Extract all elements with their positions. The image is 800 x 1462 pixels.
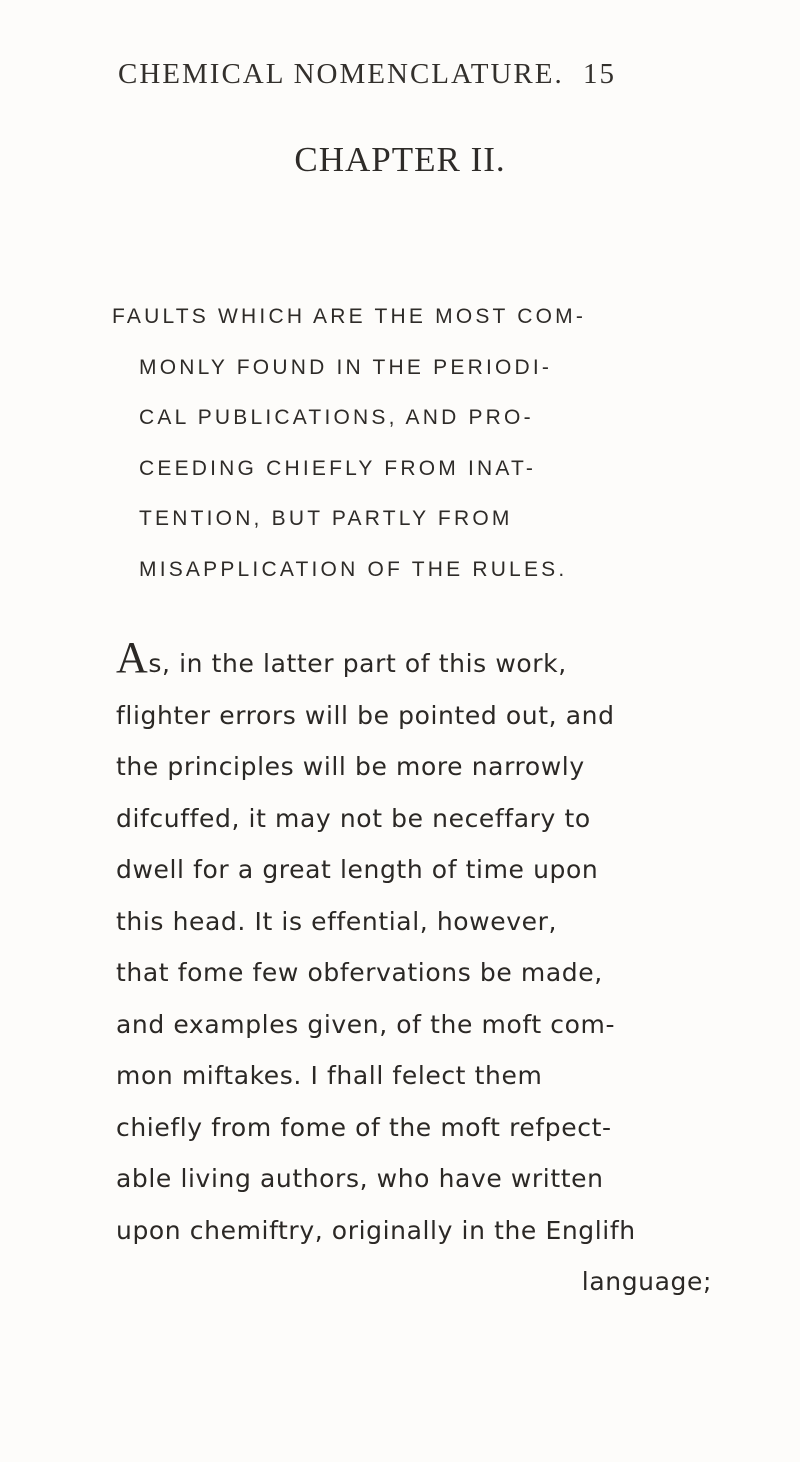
body-line	[116, 633, 716, 690]
body-line: this head. It is effential, however,	[116, 906, 557, 936]
body-line: dwell for a great length of time upon	[116, 855, 599, 884]
body-line: flighter errors will be pointed out, and	[116, 700, 615, 730]
running-title: CHEMICAL NOMENCLATURE.	[118, 58, 564, 90]
summary-line: TENTION, BUT PARTLY FROM	[139, 507, 513, 530]
body-line: difcuffed, it may not be neceffary to	[116, 803, 591, 833]
body-line: that fome few obfervations be made,	[116, 958, 603, 987]
body-line: language;	[581, 1267, 712, 1296]
body-line: the principles will be more narrowly	[116, 752, 585, 781]
running-head	[118, 58, 718, 91]
chapter-title: CHAPTER II.	[294, 140, 506, 179]
summary-line: MONLY FOUND IN THE PERIODI-	[139, 355, 553, 379]
body-line: mon miftakes. I fhall felect them	[116, 1061, 543, 1090]
body-line: chiefly from fome of the moft refpect-	[116, 1112, 612, 1142]
page-number: 15	[582, 58, 616, 90]
drop-cap: A	[116, 633, 149, 682]
chapter-summary	[112, 292, 732, 595]
body-line: and examples given, of the moft com-	[116, 1009, 616, 1039]
summary-line: MISAPPLICATION OF THE RULES.	[139, 557, 568, 581]
body-line: upon chemiftry, originally in the Englifh	[116, 1215, 636, 1245]
summary-line: CAL PUBLICATIONS, AND PRO-	[139, 406, 534, 429]
summary-line: FAULTS WHICH ARE THE MOST COM-	[112, 305, 587, 328]
summary-line: CEEDING CHIEFLY FROM INAT-	[139, 456, 537, 480]
body-paragraph	[116, 633, 716, 1308]
body-line: able living authors, who have written	[116, 1164, 604, 1193]
body-line-text: s, in the latter part of this work,	[148, 649, 567, 678]
